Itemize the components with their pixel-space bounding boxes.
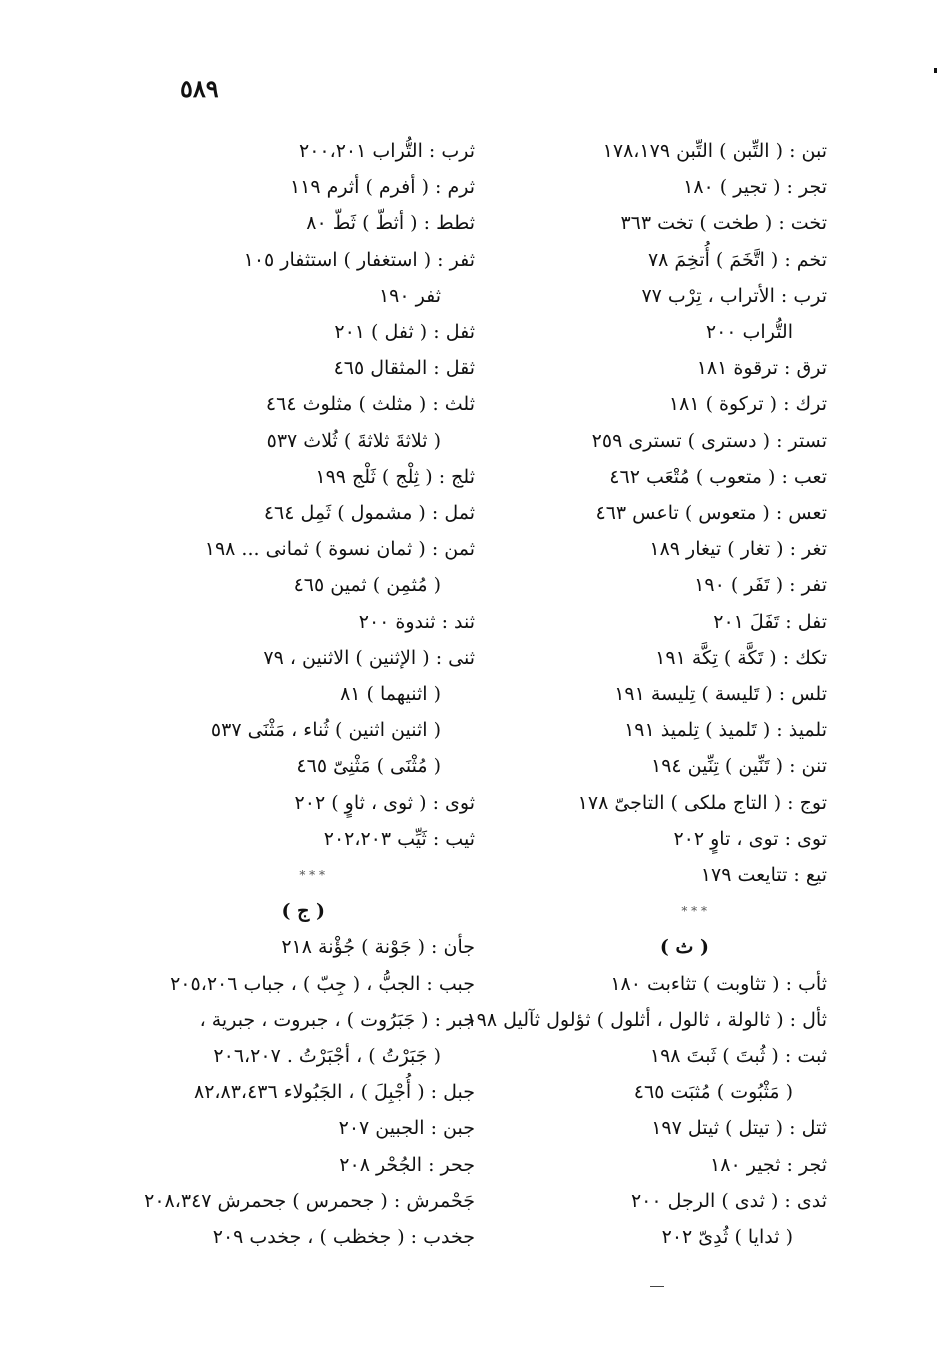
index-entry: جبر : ( جَبَرُوت ) ، جبروت ، جبرية ،	[199, 1008, 475, 1031]
index-entry: تكك : ( تَكَّة ) تِكَّة ١٩١	[655, 646, 827, 669]
index-entry: ترق : ترقوة ١٨١	[696, 357, 827, 380]
index-entry: ثرب : التُّراب ٢٠٠،٢٠١	[298, 140, 475, 162]
index-subentry: ( مَثْبُوت ) مُثبَت ٤٦٥	[633, 1081, 793, 1104]
index-entry: ثبت : ( ثُبتَ ) ثَبتَ ١٩٨	[649, 1045, 827, 1068]
index-entry: تبن : ( التِّبن ) التِّبن ١٧٨،١٧٩	[602, 140, 827, 162]
section-heading: ( ث )	[659, 936, 709, 959]
index-subentry: ( ثدايا ) ثُدِىّ ٢٠٢	[661, 1226, 793, 1249]
index-entry: تلميذ : ( تَلميذ ) تِلميذ ١٩١	[624, 719, 827, 742]
index-entry: تلس : ( تَليسة ) تِليسة ١٩١	[614, 683, 827, 706]
edge-mark	[934, 68, 937, 73]
index-entry: تفر : ( تَفَر ) ١٩٠	[694, 574, 827, 597]
index-subentry: ( ثلاثةَ ثلاثةَ ) ثُلاث ٥٣٧	[266, 429, 441, 452]
index-entry: ثفل : ( ثفل ) ٢٠١	[334, 321, 475, 344]
footer-rule	[650, 1286, 664, 1287]
index-subentry: ثفر ١٩٠	[378, 284, 441, 307]
index-entry: توج : ( التاج ملكى ) التاجىّ ١٧٨	[577, 791, 827, 814]
index-entry: ثلج : ( ثِلْج ) ثَلْج ١٩٩	[315, 465, 475, 488]
index-subentry: التُّراب ٢٠٠	[705, 321, 793, 344]
index-entry: تفل : تَفَلَ ٢٠١	[713, 610, 827, 633]
index-entry: توى : توى ، تاوٍ ٢٠٢	[673, 827, 827, 850]
index-entry: ثتل : ( تيتل ) ثيتل ١٩٧	[651, 1117, 827, 1140]
index-subentry: ( جَبَرْتُ ) ، أجْبَرْتُ . ٢٠٦،٢٠٧	[213, 1045, 441, 1068]
section-heading: ( ج )	[281, 900, 325, 923]
index-entry: ثلث : ( مثلث ) مثلوث ٤٦٤	[265, 393, 475, 416]
index-entry: ثجر : ثجير ١٨٠	[710, 1153, 827, 1176]
index-entry: تغر : ( تغار ) تيغار ١٨٩	[649, 538, 827, 561]
index-entry: جَحْمرش : ( جحمرس ) جحمرش ٢٠٨،٣٤٧	[144, 1189, 475, 1212]
section-divider: * * *	[681, 904, 707, 919]
left-column	[135, 133, 475, 1255]
index-entry: ثرم : ( أفرم ) أثرم ١١٩	[289, 176, 475, 199]
page-number: ٥٨٩	[180, 74, 219, 103]
index-entry: تخم : ( اتَّخَمَ ) أُتخِمَ ٧٨	[647, 248, 827, 271]
index-entry: ثدى : ( ثدى ) الرجل ٢٠٠	[630, 1189, 827, 1212]
index-entry: ثأل : ( ثالولة ، ثالول ، أثلول ) ثؤلول ثآليل ١٩٨	[466, 1008, 827, 1031]
index-entry: جحر : الجُحْر ٢٠٨	[339, 1153, 475, 1176]
section-divider: * * *	[299, 868, 325, 883]
index-entry: ترك : ( تركوة ) ١٨١	[668, 393, 827, 416]
index-entry: ترب : الأتراب ، تِرْب ٧٧	[641, 284, 827, 307]
index-entry: تنن : ( تَنِّين ) تِنِّين ١٩٤	[650, 755, 827, 778]
index-entry: جبن : الجبين ٢٠٧	[338, 1117, 475, 1140]
index-entry: ثوى : ( ثوى ، ثاوٍ ) ٢٠٢	[294, 791, 475, 814]
index-entry: تستر : ( دسترى ) تسترى ٢٥٩	[591, 429, 827, 452]
index-entry: تيع : تتايعت ١٧٩	[700, 864, 827, 887]
index-subentry: ( مُثمِن ) ثمين ٤٦٥	[293, 574, 441, 597]
index-subentry: ( اثنيهما ) ٨١	[340, 683, 441, 706]
index-entry: ثمن : ( ثمان نسوة ) ثمانى ... ١٩٨	[204, 538, 475, 561]
index-entry: تعس : ( متعوس ) تاعس ٤٦٣	[595, 502, 827, 525]
index-entry: ثند : ثندوة ٢٠٠	[358, 610, 475, 633]
index-entry: ثنى : ( الإثنين ) الاثنين ، ٧٩	[263, 646, 475, 669]
index-entry: تعب : ( متعوب ) مُتْعَب ٤٦٢	[609, 465, 827, 488]
index-entry: ثيب : ثَيِّب ٢٠٢،٢٠٣	[323, 827, 475, 850]
index-entry: ثفر : ( استغفار ) استثفار ١٠٥	[243, 248, 475, 271]
index-entry: تخت : ( طخت ) تخت ٣٦٣	[620, 212, 827, 235]
index-entry: جبب : الجبُّ ، ( جِبّ ) ، جباب ٢٠٥،٢٠٦	[170, 972, 475, 995]
right-column	[437, 133, 827, 1255]
index-entry: جأن : ( جَوْنة ) جُؤْنة ٢١٨	[281, 936, 475, 959]
index-subentry: ( اثنين اثنين ) ثُناء ، مَثْنَى ٥٣٧	[210, 719, 441, 742]
index-entry: جخدب : ( جخظب ) ، جخدب ٢٠٩	[212, 1226, 475, 1249]
index-entry: جبل : ( أُجْبِلَ ) ، الجَبُولاء ٨٢،٨٣،٤٣٦	[193, 1081, 475, 1104]
index-entry: ثمل : ( مشمول ) ثَمِل ٤٦٤	[263, 502, 475, 525]
index-subentry: ( مُثْنَى ) مَثْنِىّ ٤٦٥	[296, 755, 441, 778]
index-entry: ثأب : ( تثاوبت ) تثاءبت ١٨٠	[610, 972, 827, 995]
index-entry: ثقل : المثقال ٤٦٥	[333, 357, 475, 380]
index-entry: تجر : ( تجير ) ١٨٠	[683, 176, 827, 199]
index-entry: ثطط : ( أثطّ ) ثَطّ ٨٠	[306, 212, 475, 235]
